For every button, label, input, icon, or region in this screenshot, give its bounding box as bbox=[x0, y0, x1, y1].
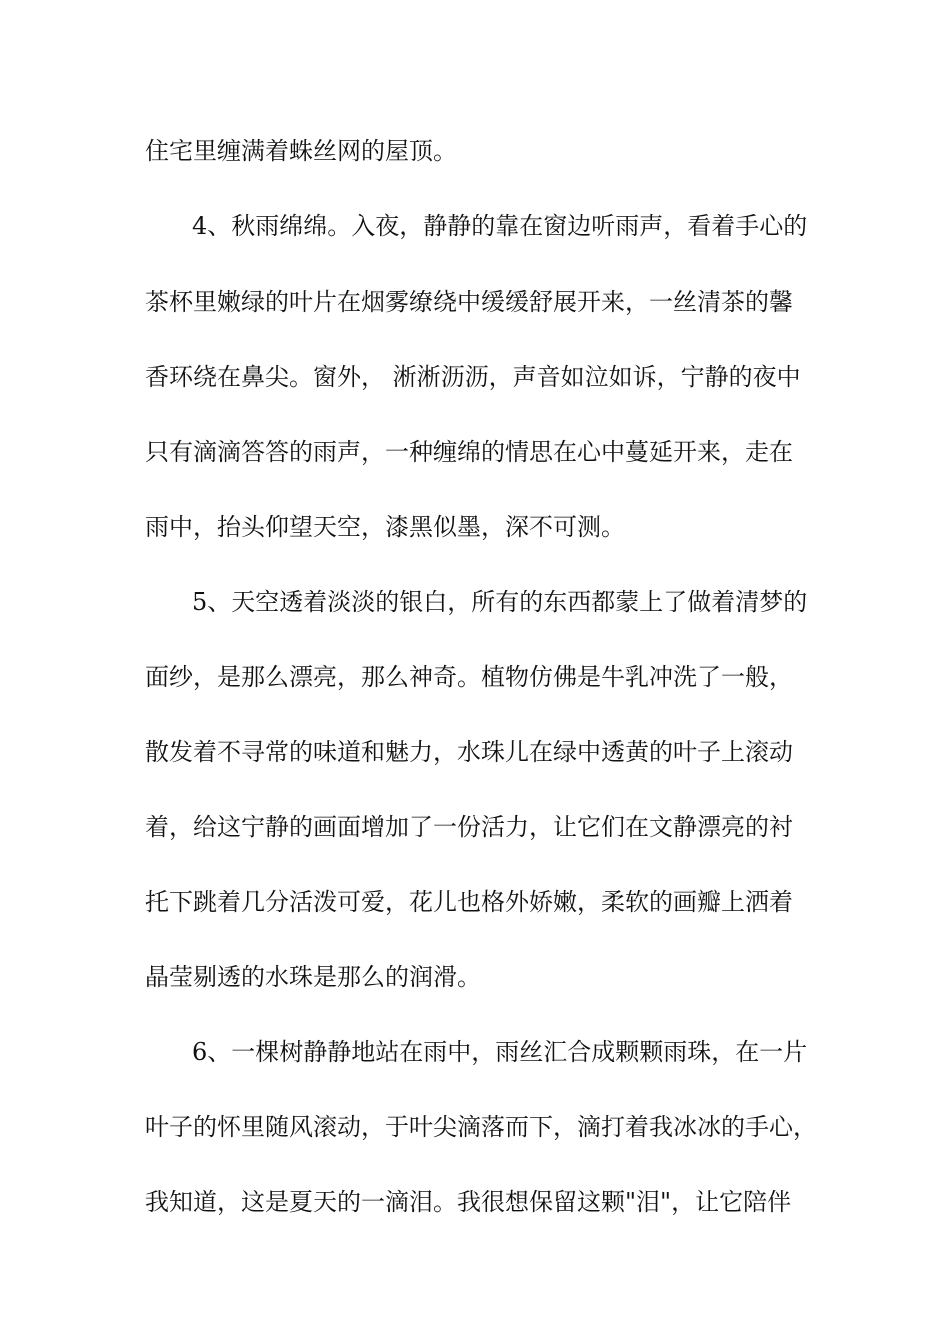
text-line: 香环绕在鼻尖。窗外， 淅淅沥沥，声音如泣如诉，宁静的夜中 bbox=[145, 363, 801, 391]
text-line: 只有滴滴答答的雨声，一种缠绵的情思在心中蔓延开来，走在 bbox=[145, 438, 793, 466]
text-line: 雨中，抬头仰望天空，漆黑似墨，深不可测。 bbox=[145, 513, 625, 541]
text-line: 着，给这宁静的画面增加了一份活力，让它们在文静漂亮的衬 bbox=[145, 813, 793, 841]
text-line: 叶子的怀里随风滚动，于叶尖滴落而下，滴打着我冰冰的手心， bbox=[145, 1113, 817, 1141]
text-line: 茶杯里嫩绿的叶片在烟雾缭绕中缓缓舒展开来，一丝清茶的馨 bbox=[145, 288, 793, 316]
paragraph-6-first-line: 6、一棵树静静地站在雨中，雨丝汇合成颗颗雨珠，在一片 bbox=[192, 1038, 808, 1066]
paragraph-5-first-line: 5、天空透着淡淡的银白，所有的东西都蒙上了做着清梦的 bbox=[192, 588, 808, 616]
text-line: 晶莹剔透的水珠是那么的润滑。 bbox=[145, 963, 481, 991]
text-line: 我知道，这是夏天的一滴泪。我很想保留这颗"泪"，让它陪伴 bbox=[145, 1188, 792, 1216]
text-line: 住宅里缠满着蛛丝网的屋顶。 bbox=[145, 137, 457, 165]
text-line: 散发着不寻常的味道和魅力，水珠儿在绿中透黄的叶子上滚动 bbox=[145, 738, 793, 766]
paragraph-4-first-line: 4、秋雨绵绵。入夜，静静的靠在窗边听雨声，看着手心的 bbox=[192, 212, 808, 240]
text-line: 面纱，是那么漂亮，那么神奇。植物仿佛是牛乳冲洗了一般， bbox=[145, 663, 793, 691]
text-line: 托下跳着几分活泼可爱，花儿也格外娇嫩，柔软的画瓣上洒着 bbox=[145, 888, 793, 916]
